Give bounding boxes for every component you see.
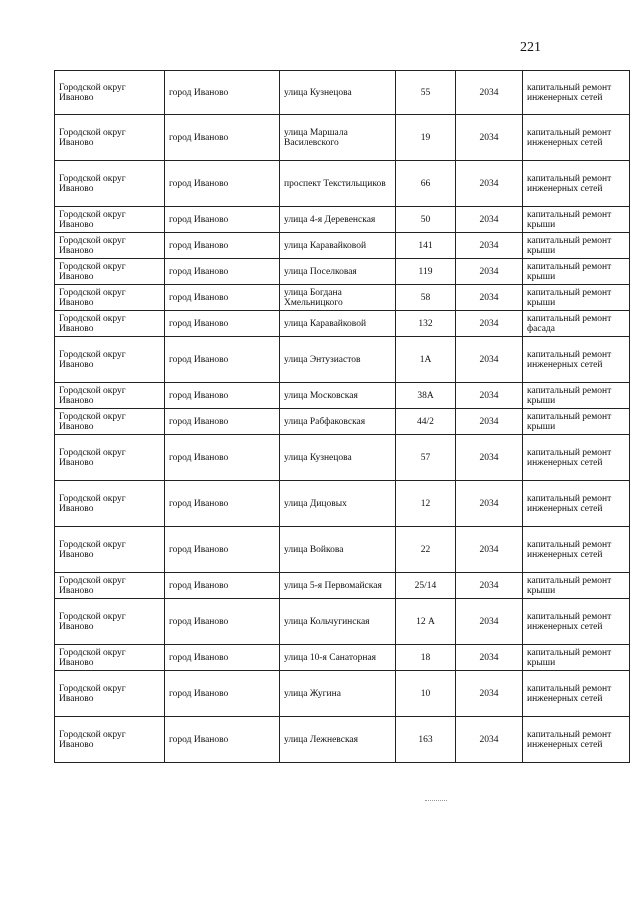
table-row <box>55 285 630 311</box>
cell-city: город Иваново <box>165 435 280 481</box>
cell-house-number: 132 <box>396 311 456 337</box>
cell-area: Городской округ Иваново <box>55 311 165 337</box>
table-row <box>55 527 630 573</box>
pen-mark <box>425 800 447 803</box>
cell-work-type: капитальный ремонт инженерных сетей <box>523 671 630 717</box>
cell-city: город Иваново <box>165 383 280 409</box>
cell-city: город Иваново <box>165 527 280 573</box>
page-number: 221 <box>520 40 541 55</box>
cell-house-number: 25/14 <box>396 573 456 599</box>
cell-street: улица Лежневская <box>280 717 396 763</box>
cell-year: 2034 <box>456 671 523 717</box>
cell-city: город Иваново <box>165 573 280 599</box>
table-row <box>55 311 630 337</box>
cell-year: 2034 <box>456 645 523 671</box>
table-row <box>55 645 630 671</box>
cell-area: Городской округ Иваново <box>55 435 165 481</box>
cell-year: 2034 <box>456 161 523 207</box>
cell-city: город Иваново <box>165 645 280 671</box>
cell-year: 2034 <box>456 115 523 161</box>
cell-street: улица 4-я Деревенская <box>280 207 396 233</box>
cell-year: 2034 <box>456 337 523 383</box>
cell-house-number: 55 <box>396 71 456 115</box>
cell-street: улица Московская <box>280 383 396 409</box>
cell-year: 2034 <box>456 383 523 409</box>
cell-year: 2034 <box>456 599 523 645</box>
cell-area: Городской округ Иваново <box>55 115 165 161</box>
cell-city: город Иваново <box>165 285 280 311</box>
cell-year: 2034 <box>456 717 523 763</box>
cell-year: 2034 <box>456 573 523 599</box>
cell-year: 2034 <box>456 311 523 337</box>
cell-house-number: 22 <box>396 527 456 573</box>
cell-year: 2034 <box>456 527 523 573</box>
cell-street: улица Жугина <box>280 671 396 717</box>
cell-work-type: капитальный ремонт крыши <box>523 285 630 311</box>
cell-street: улица Энтузиастов <box>280 337 396 383</box>
table-row <box>55 409 630 435</box>
cell-house-number: 163 <box>396 717 456 763</box>
cell-area: Городской округ Иваново <box>55 233 165 259</box>
cell-city: город Иваново <box>165 207 280 233</box>
cell-street: улица 10-я Санаторная <box>280 645 396 671</box>
table-row <box>55 671 630 717</box>
cell-area: Городской округ Иваново <box>55 383 165 409</box>
cell-work-type: капитальный ремонт крыши <box>523 573 630 599</box>
cell-street: улица Войкова <box>280 527 396 573</box>
cell-work-type: капитальный ремонт крыши <box>523 207 630 233</box>
table-row <box>55 71 630 115</box>
cell-city: город Иваново <box>165 71 280 115</box>
cell-area: Городской округ Иваново <box>55 337 165 383</box>
cell-city: город Иваново <box>165 337 280 383</box>
table-body <box>55 71 630 763</box>
cell-house-number: 38А <box>396 383 456 409</box>
cell-work-type: капитальный ремонт крыши <box>523 233 630 259</box>
cell-year: 2034 <box>456 233 523 259</box>
cell-city: город Иваново <box>165 161 280 207</box>
cell-year: 2034 <box>456 481 523 527</box>
table-row <box>55 481 630 527</box>
cell-street: улица Поселковая <box>280 259 396 285</box>
cell-work-type: капитальный ремонт фасада <box>523 311 630 337</box>
cell-city: город Иваново <box>165 599 280 645</box>
table-row <box>55 435 630 481</box>
cell-area: Городской округ Иваново <box>55 645 165 671</box>
table-row <box>55 337 630 383</box>
cell-year: 2034 <box>456 259 523 285</box>
cell-work-type: капитальный ремонт инженерных сетей <box>523 717 630 763</box>
cell-house-number: 44/2 <box>396 409 456 435</box>
cell-city: город Иваново <box>165 481 280 527</box>
cell-house-number: 18 <box>396 645 456 671</box>
cell-house-number: 50 <box>396 207 456 233</box>
cell-city: город Иваново <box>165 717 280 763</box>
cell-street: улица Маршала Василевского <box>280 115 396 161</box>
table-row <box>55 383 630 409</box>
cell-city: город Иваново <box>165 311 280 337</box>
cell-work-type: капитальный ремонт инженерных сетей <box>523 115 630 161</box>
cell-street: улица Дицовых <box>280 481 396 527</box>
cell-year: 2034 <box>456 435 523 481</box>
cell-work-type: капитальный ремонт крыши <box>523 409 630 435</box>
cell-street: улица Рабфаковская <box>280 409 396 435</box>
cell-city: город Иваново <box>165 115 280 161</box>
table-row <box>55 717 630 763</box>
cell-house-number: 1А <box>396 337 456 383</box>
cell-street: улица Каравайковой <box>280 311 396 337</box>
cell-house-number: 19 <box>396 115 456 161</box>
cell-house-number: 119 <box>396 259 456 285</box>
cell-year: 2034 <box>456 207 523 233</box>
cell-area: Городской округ Иваново <box>55 573 165 599</box>
cell-year: 2034 <box>456 285 523 311</box>
cell-area: Городской округ Иваново <box>55 161 165 207</box>
cell-street: улица Кузнецова <box>280 435 396 481</box>
cell-house-number: 66 <box>396 161 456 207</box>
cell-work-type: капитальный ремонт инженерных сетей <box>523 481 630 527</box>
cell-area: Городской округ Иваново <box>55 717 165 763</box>
cell-city: город Иваново <box>165 409 280 435</box>
cell-work-type: капитальный ремонт крыши <box>523 259 630 285</box>
repair-schedule-table <box>54 70 630 763</box>
cell-area: Городской округ Иваново <box>55 671 165 717</box>
cell-work-type: капитальный ремонт инженерных сетей <box>523 527 630 573</box>
cell-year: 2034 <box>456 71 523 115</box>
table-row <box>55 233 630 259</box>
cell-house-number: 57 <box>396 435 456 481</box>
cell-street: улица Каравайковой <box>280 233 396 259</box>
cell-area: Городской округ Иваново <box>55 481 165 527</box>
cell-city: город Иваново <box>165 233 280 259</box>
cell-area: Городской округ Иваново <box>55 71 165 115</box>
cell-street: улица Кузнецова <box>280 71 396 115</box>
cell-work-type: капитальный ремонт инженерных сетей <box>523 71 630 115</box>
cell-work-type: капитальный ремонт инженерных сетей <box>523 337 630 383</box>
cell-house-number: 58 <box>396 285 456 311</box>
cell-city: город Иваново <box>165 671 280 717</box>
table-row <box>55 573 630 599</box>
cell-street: улица Богдана Хмельницкого <box>280 285 396 311</box>
table-row <box>55 259 630 285</box>
cell-city: город Иваново <box>165 259 280 285</box>
cell-area: Городской округ Иваново <box>55 259 165 285</box>
cell-house-number: 141 <box>396 233 456 259</box>
table-row <box>55 115 630 161</box>
table-row <box>55 161 630 207</box>
cell-work-type: капитальный ремонт инженерных сетей <box>523 435 630 481</box>
cell-area: Городской округ Иваново <box>55 527 165 573</box>
cell-area: Городской округ Иваново <box>55 409 165 435</box>
cell-year: 2034 <box>456 409 523 435</box>
cell-street: улица Кольчугинская <box>280 599 396 645</box>
cell-work-type: капитальный ремонт крыши <box>523 645 630 671</box>
cell-street: проспект Текстильщиков <box>280 161 396 207</box>
cell-house-number: 12 <box>396 481 456 527</box>
table-row <box>55 207 630 233</box>
cell-house-number: 10 <box>396 671 456 717</box>
table-row <box>55 599 630 645</box>
cell-work-type: капитальный ремонт инженерных сетей <box>523 599 630 645</box>
cell-area: Городской округ Иваново <box>55 285 165 311</box>
cell-area: Городской округ Иваново <box>55 599 165 645</box>
cell-work-type: капитальный ремонт крыши <box>523 383 630 409</box>
cell-street: улица 5-я Первомайская <box>280 573 396 599</box>
cell-area: Городской округ Иваново <box>55 207 165 233</box>
cell-house-number: 12 А <box>396 599 456 645</box>
cell-work-type: капитальный ремонт инженерных сетей <box>523 161 630 207</box>
